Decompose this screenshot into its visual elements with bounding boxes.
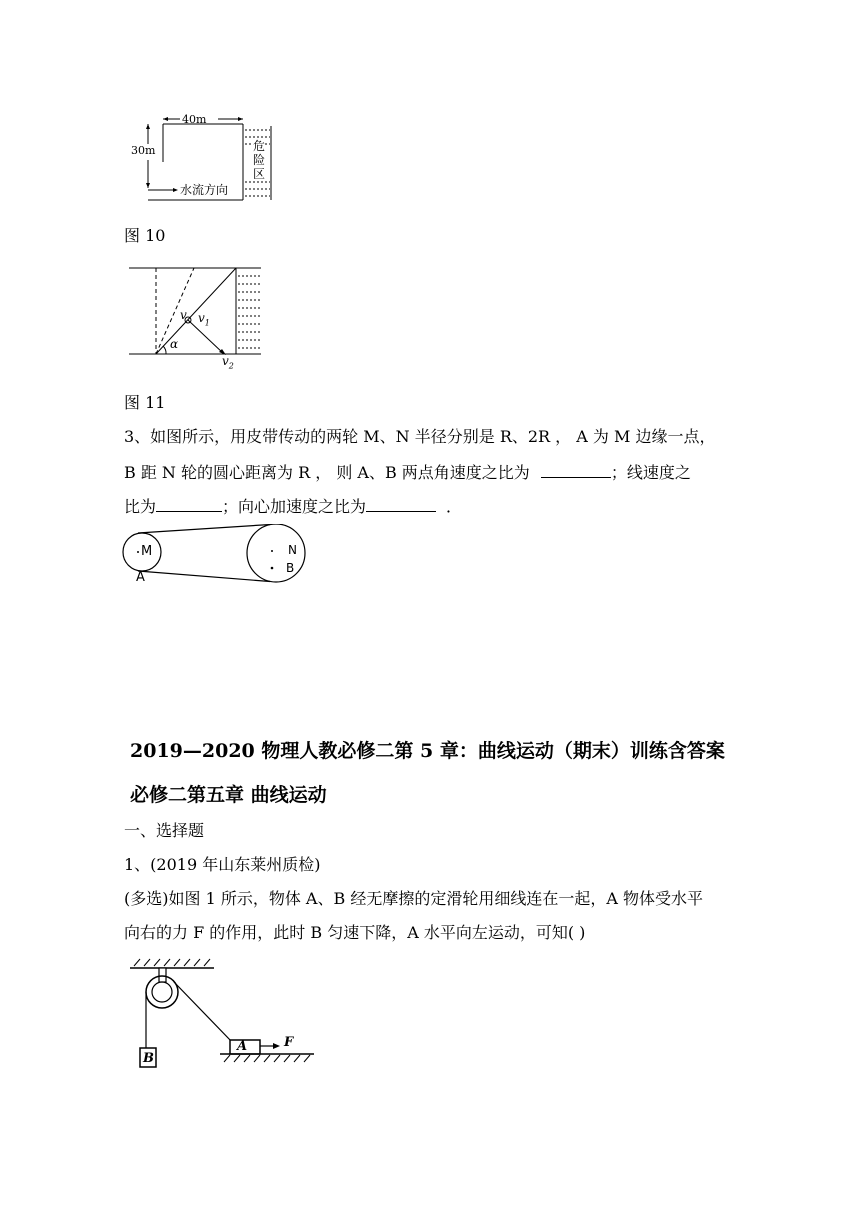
belt-label-b: B	[286, 561, 295, 575]
q3-blank-centripetal-accel[interactable]	[366, 495, 436, 512]
document-title: 2019—2020 物理人教必修二第 5 章：曲线运动（期末）训练含答案	[130, 740, 725, 762]
q1-line1: (多选)如图 1 所示，物体 A、B 经无摩擦的定滑轮用细线连在一起，A 物体受水平	[124, 889, 703, 908]
pulley-label-a: A	[237, 1039, 248, 1054]
q3-line3-end: ．	[446, 497, 463, 516]
fig10-height-label: 30m	[131, 144, 156, 157]
fig11-v1-label	[198, 311, 210, 327]
q3-line3	[124, 495, 462, 517]
pulley-label-b: B	[143, 1051, 154, 1066]
fig11-v-label: v	[180, 308, 187, 322]
fixed-pulley-figure	[126, 958, 318, 1072]
figure-11	[126, 262, 266, 370]
q3-line1: 3、如图所示，用皮带传动的两轮 M、N 半径分别是 R、2R ， A 为 M 边缘一点，	[124, 427, 716, 446]
chapter-subtitle: 必修二第五章 曲线运动	[130, 784, 327, 806]
belt-label-a: A	[136, 570, 145, 585]
fig10-danger-char-3: 区	[253, 167, 266, 181]
q3-line2	[124, 461, 691, 483]
belt-label-n: N	[288, 543, 297, 557]
fig10-flow-label: 水流方向	[180, 183, 229, 197]
fig10-danger-char-2: 险	[253, 153, 266, 167]
section-label: 一、选择题	[124, 821, 205, 840]
fig10-caption: 图 10	[124, 226, 166, 245]
q3-line3-text-a: 比为	[124, 497, 157, 516]
fig11-caption: 图 11	[124, 393, 166, 412]
q3-blank-linear-velocity[interactable]	[156, 495, 222, 512]
fig10-danger-char-1: 危	[253, 139, 266, 153]
fig11-alpha-label: α	[170, 337, 179, 351]
fig11-v2-label	[222, 354, 234, 370]
fig11-v2-sub: 2	[228, 361, 234, 371]
q3-line2-text-a: B 距 N 轮的圆心距离为 R ， 则 A、B 两点角速度之比为	[124, 463, 530, 482]
fig11-v2-base: v	[222, 354, 229, 368]
fig11-v1-base: v	[198, 311, 205, 325]
q3-line2-text-b: ；线速度之	[610, 463, 691, 482]
q1-line2: 向右的力 F 的作用，此时 B 匀速下降，A 水平向左运动，可知( )	[124, 923, 586, 942]
q3-blank-angular-velocity[interactable]	[541, 461, 611, 478]
q1-number: 1、(2019 年山东莱州质检)	[124, 855, 321, 874]
belt-label-m: M	[141, 544, 153, 559]
fig11-v1-sub: 1	[204, 318, 210, 328]
pulley-label-f: F	[284, 1035, 294, 1050]
q3-line3-text-b: ；向心加速度之比为	[222, 497, 367, 516]
fig10-width-label: 40m	[182, 113, 207, 126]
